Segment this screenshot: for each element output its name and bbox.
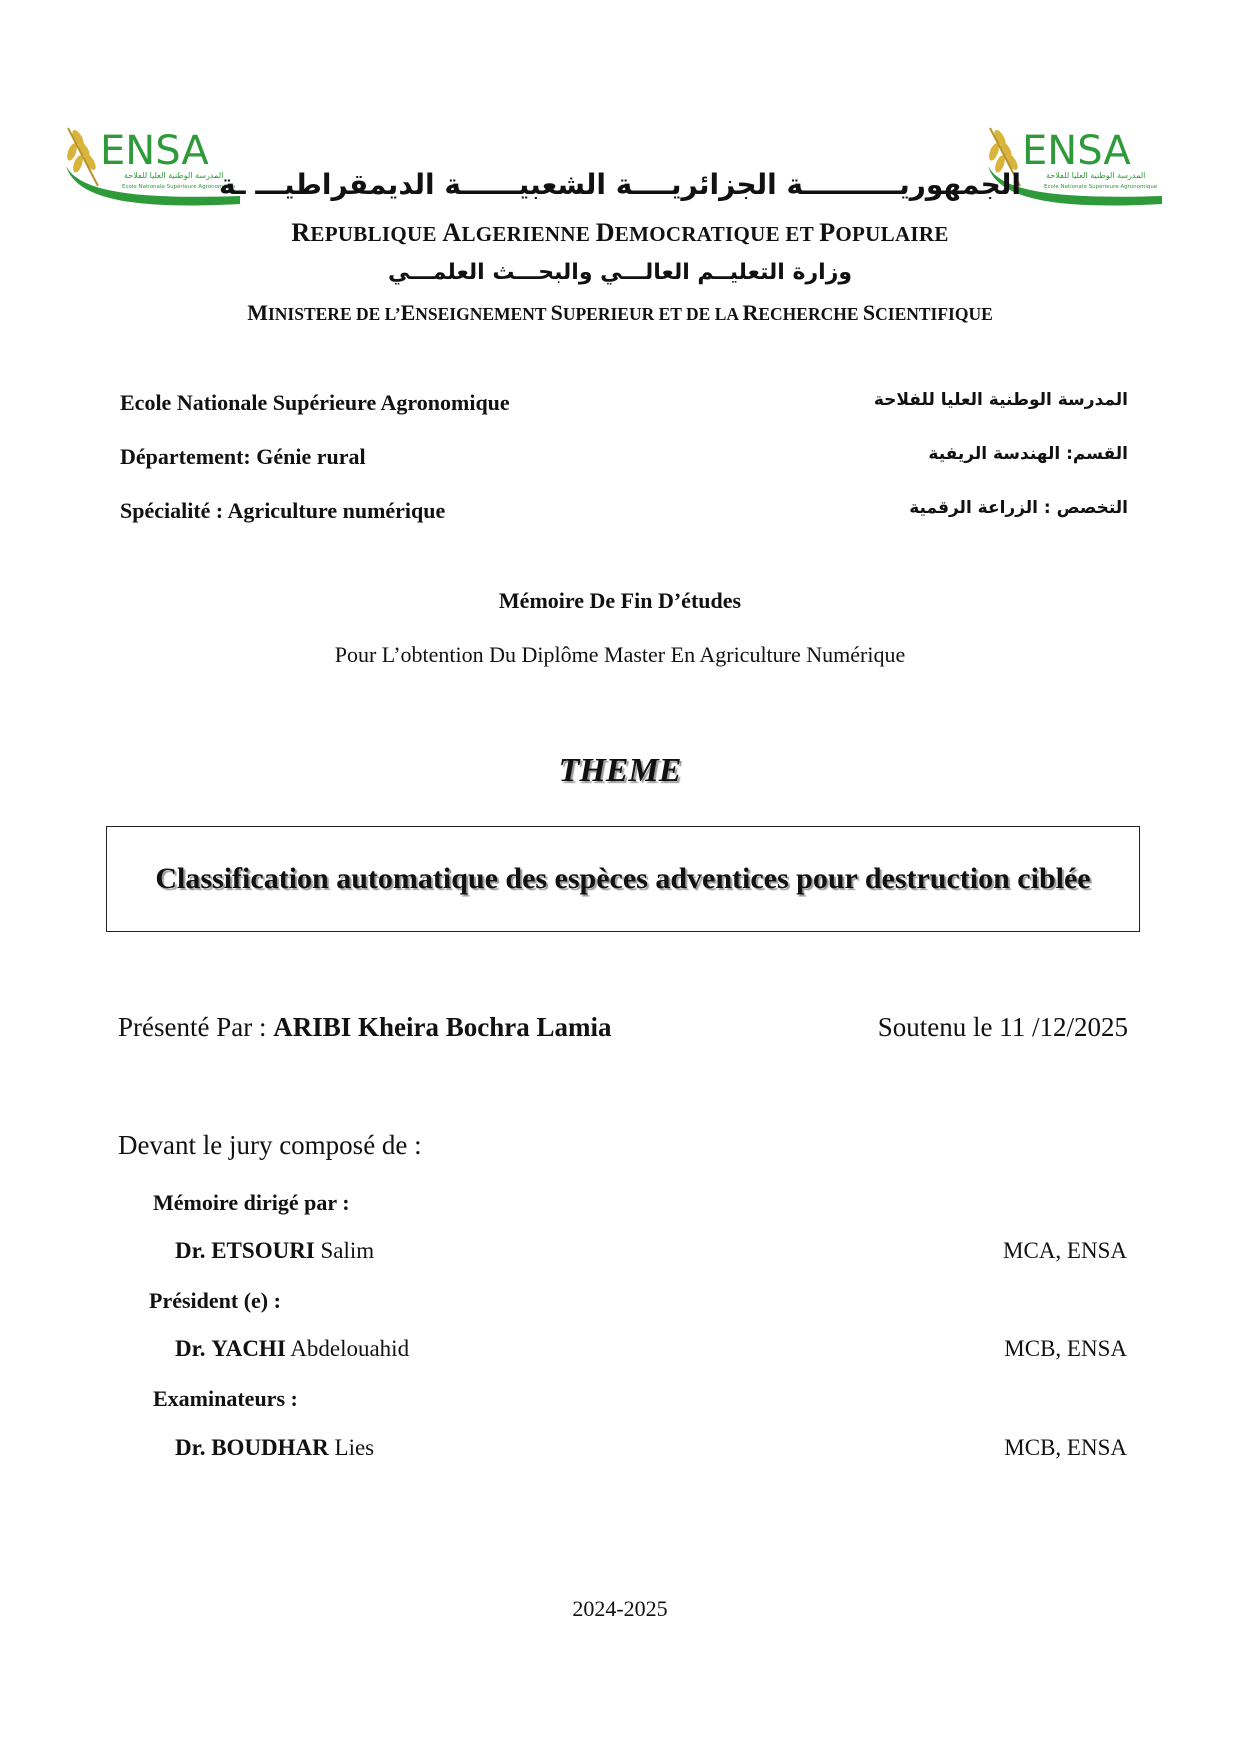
jury-grade-examiner: MCB, ENSA [1004,1435,1127,1460]
ministry-title-ar: وزارة التعليــم العالـــي والبحـــث العلمـــي [387,260,853,285]
speciality-fr: Spécialité : Agriculture numérique [120,498,446,523]
logo-subtitle-fr: Ecole Nationale Supérieure Agronomique [122,184,236,190]
republic-title-ar: الجمهوريــــــــــة الجزائريــــة الشعبيــــــة الديمقراطيـــ ـة [219,168,1021,201]
speciality-ar: التخصص : الزراعة الرقمية [909,498,1128,518]
school-name-fr: Ecole Nationale Supérieure Agronomique [120,390,510,415]
school-name-ar: المدرسة الوطنية العليا للفلاحة [873,390,1128,410]
department-fr: Département: Génie rural [120,444,366,469]
presented-by-label: Présenté Par : [118,1012,274,1042]
republic-title-fr: REPUBLIQUE ALGERIENNE DEMOCRATIQUE ET POPULAIRE [291,218,949,247]
logo-text: ENSA [100,128,209,174]
jury-member-president: Dr. YACHI Abdelouahid [175,1336,410,1361]
jury-member-examiner: Dr. BOUDHAR Lies [175,1435,375,1460]
memoire-subtitle: Pour L’obtention Du Diplôme Master En Agriculture Numérique [334,642,906,667]
jury-grade-president: MCB, ENSA [1004,1336,1127,1361]
presented-by [118,1012,611,1043]
jury-intro: Devant le jury composé de : [118,1130,422,1160]
logo-subtitle-fr: Ecole Nationale Supérieure Agronomique [1044,184,1158,190]
logo-subtitle-ar: المدرسة الوطنية العليا للفلاحة [124,171,224,180]
jury-role-supervisor: Mémoire dirigé par : [153,1190,350,1215]
logo-text: ENSA [1022,128,1131,174]
theme-title: Classification automatique des espèces adventices pour destruction ciblée [155,862,1091,895]
department-ar: القسم: الهندسة الريفية [928,444,1128,464]
jury-role-examiners: Examinateurs : [153,1386,298,1411]
jury-role-president: Président (e) : [149,1288,281,1313]
memoire-title: Mémoire De Fin D’études [498,588,742,613]
theme-label: THEME [558,752,682,789]
academic-year: 2024-2025 [572,1596,668,1621]
ministry-title-fr: MINISTERE DE L’ENSEIGNEMENT SUPERIEUR ET DE LA RECHERCHE SCIENTIFIQUE [247,300,993,325]
defense-date: Soutenu le 11 /12/2025 [877,1012,1128,1042]
jury-member-supervisor: Dr. ETSOURI Salim [175,1238,375,1263]
theme-title-box [106,826,1140,932]
student-name: ARIBI Kheira Bochra Lamia [273,1012,612,1042]
jury-grade-supervisor: MCA, ENSA [1003,1238,1127,1263]
logo-subtitle-ar: المدرسة الوطنية العليا للفلاحة [1046,171,1146,180]
